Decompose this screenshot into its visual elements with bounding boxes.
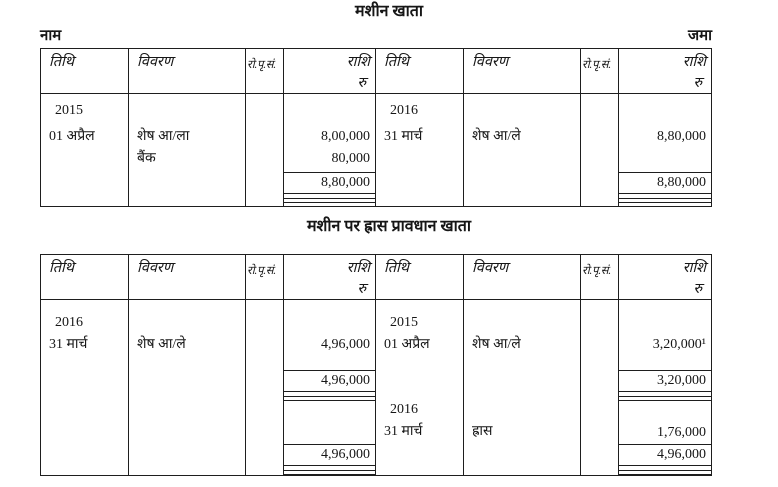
- column-label: तिथि: [384, 54, 410, 70]
- currency-label: रु: [693, 75, 702, 91]
- t2-cr-amount-header: [619, 255, 711, 300]
- spacer: [464, 94, 580, 126]
- t2-cr-date-header: [376, 255, 464, 300]
- year-value: 2015: [390, 315, 418, 330]
- particulars-value: बैंक: [137, 151, 156, 166]
- t2-dr-folio-cell: [246, 300, 284, 475]
- t2-dr-amount-cell: [284, 300, 376, 475]
- debit-side-label: नाम: [40, 28, 62, 44]
- total-value: 4,96,000: [657, 447, 706, 462]
- t2-cr-folio-cell: [581, 300, 619, 475]
- particulars-value: शेष आ/ले: [472, 337, 521, 352]
- t1-dr-particulars-cell: [129, 94, 246, 206]
- total-value: 3,20,000: [657, 373, 706, 388]
- empty-box: [284, 401, 375, 444]
- amount-value: 4,96,000: [321, 337, 370, 352]
- t2-cr-amount-cell: [619, 300, 711, 475]
- t2-cr-date-cell: [376, 300, 464, 475]
- amount-value: 8,00,000: [321, 129, 370, 144]
- year-value: 2016: [390, 103, 418, 118]
- date-value: 01 अप्रैल: [49, 129, 95, 144]
- t1-cr-date-cell: [376, 94, 464, 206]
- t1-dr-particulars-header: [129, 49, 246, 94]
- t2-dr-folio-header: रो.पृ.सं.: [246, 255, 284, 300]
- spacer: [619, 300, 711, 334]
- year-value: 2015: [55, 103, 83, 118]
- t2-dr-date-header: [41, 255, 129, 300]
- machine-account-table: [40, 48, 712, 207]
- total-value: 8,80,000: [657, 175, 706, 190]
- amount-label: राशि: [346, 260, 370, 276]
- t2-dr-amount-header: [284, 255, 376, 300]
- t2-cr-particulars-cell: [464, 300, 581, 475]
- particulars-value: शेष आ/ले: [137, 337, 186, 352]
- t1-cr-amount-cell: [619, 94, 711, 206]
- particulars-value: शेष आ/ले: [472, 129, 521, 144]
- closing-double-rule: [284, 470, 375, 475]
- spacer: [464, 356, 580, 421]
- machine-account-title: मशीन खाता: [355, 3, 423, 20]
- spacer: [619, 94, 711, 126]
- spacer: [284, 94, 375, 126]
- closing-double-rule: [284, 198, 375, 203]
- total-rule: [284, 465, 375, 466]
- total-rule: [619, 193, 711, 194]
- closing-double-rule: [619, 198, 711, 203]
- column-label: तिथि: [49, 54, 75, 70]
- currency-label: रु: [357, 281, 366, 297]
- t1-cr-folio-cell: [581, 94, 619, 206]
- date-value: 31 मार्च: [384, 424, 423, 439]
- spacer: [129, 94, 245, 126]
- currency-label: रु: [357, 75, 366, 91]
- t1-dr-amount-cell: [284, 94, 376, 206]
- spacer: [129, 300, 245, 334]
- spacer: [284, 300, 375, 334]
- depreciation-provision-account-table: [40, 254, 712, 476]
- credit-side-label: जमा: [688, 28, 712, 44]
- t1-cr-amount-header: [619, 49, 711, 94]
- year-value: 2016: [55, 315, 83, 330]
- column-label: विवरण: [472, 260, 509, 276]
- t2-cr-particulars-header: [464, 255, 581, 300]
- total-rule: [284, 391, 375, 392]
- t2-dr-particulars-cell: [129, 300, 246, 475]
- amount-value: 8,80,000: [657, 129, 706, 144]
- t1-cr-date-header: [376, 49, 464, 94]
- total-value: 4,96,000: [321, 447, 370, 462]
- closing-double-rule: [619, 470, 711, 475]
- date-value: 31 मार्च: [384, 129, 423, 144]
- spacer: [464, 300, 580, 334]
- amount-label: राशि: [346, 54, 370, 70]
- column-label: विवरण: [137, 260, 174, 276]
- date-value: 01 अप्रैल: [384, 337, 430, 352]
- t1-dr-date-header: [41, 49, 129, 94]
- amount-value: 1,76,000: [657, 425, 706, 440]
- t1-dr-date-cell: [41, 94, 129, 206]
- amount-label: राशि: [682, 54, 706, 70]
- column-label: तिथि: [49, 260, 75, 276]
- spacer: [619, 401, 711, 422]
- t1-dr-amount-header: [284, 49, 376, 94]
- t2-cr-folio-header: रो.पृ.सं.: [581, 255, 619, 300]
- t1-dr-folio-cell: [246, 94, 284, 206]
- particulars-value: ह्रास: [472, 424, 493, 439]
- total-value: 4,96,000: [321, 373, 370, 388]
- particulars-value: शेष आ/ला: [137, 129, 190, 144]
- t1-dr-folio-header: रो.पृ.सं.: [246, 49, 284, 94]
- t1-cr-particulars-header: [464, 49, 581, 94]
- total-rule: [284, 193, 375, 194]
- amount-value: 3,20,000¹: [652, 337, 706, 352]
- depreciation-provision-account-title: मशीन पर ह्रास प्रावधान खाता: [306, 218, 472, 235]
- t1-cr-folio-header: रो.पृ.सं.: [581, 49, 619, 94]
- side-labels: [40, 27, 712, 45]
- total-rule: [619, 465, 711, 466]
- amount-label: राशि: [682, 260, 706, 276]
- currency-label: रु: [693, 281, 702, 297]
- column-label: विवरण: [137, 54, 174, 70]
- date-value: 31 मार्च: [49, 337, 88, 352]
- year-value: 2016: [390, 402, 418, 417]
- t1-cr-particulars-cell: [464, 94, 581, 206]
- t2-dr-date-cell: [41, 300, 129, 475]
- column-label: तिथि: [384, 260, 410, 276]
- t2-dr-particulars-header: [129, 255, 246, 300]
- total-rule: [619, 391, 711, 392]
- amount-value: 80,000: [331, 151, 370, 166]
- column-label: विवरण: [472, 54, 509, 70]
- total-value: 8,80,000: [321, 175, 370, 190]
